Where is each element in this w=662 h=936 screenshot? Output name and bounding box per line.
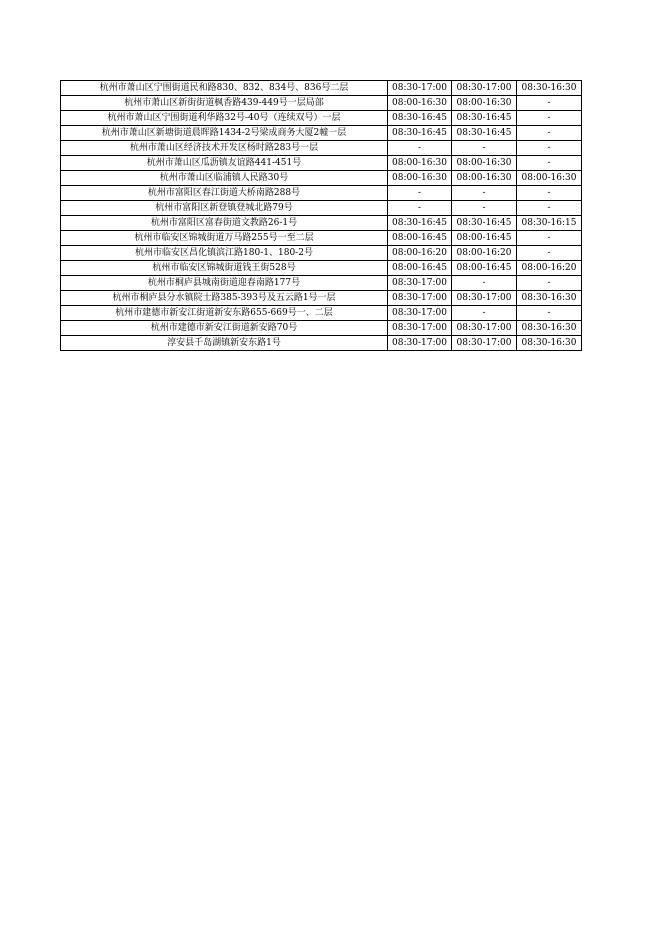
address-cell: 杭州市临安区昌化镇滨江路180-1、180-2号	[61, 246, 388, 261]
hours-cell-1: 08:00-16:45	[388, 231, 452, 246]
table-row	[61, 81, 582, 96]
table-row	[61, 276, 582, 291]
address-cell: 杭州市桐庐县分水镇院士路385-393号及五云路1号一层	[61, 291, 388, 306]
table-row	[61, 201, 582, 216]
address-cell: 杭州市富阳区新登镇登城北路79号	[61, 201, 388, 216]
hours-cell-3: -	[517, 231, 582, 246]
hours-cell-3: -	[517, 156, 582, 171]
hours-cell-3: 08:30-16:30	[517, 336, 582, 351]
hours-cell-1: 08:30-17:00	[388, 321, 452, 336]
hours-cell-3: -	[517, 276, 582, 291]
hours-cell-1: 08:30-17:00	[388, 276, 452, 291]
table-row	[61, 291, 582, 306]
table-row	[61, 96, 582, 111]
hours-cell-3: -	[517, 306, 582, 321]
table-row	[61, 141, 582, 156]
hours-cell-2: 08:00-16:45	[452, 231, 517, 246]
hours-cell-3: 08:00-16:30	[517, 171, 582, 186]
table-row	[61, 126, 582, 141]
hours-cell-1: -	[388, 186, 452, 201]
hours-cell-2: -	[452, 186, 517, 201]
address-cell: 杭州市萧山区宁围街道民和路830、832、834号、836号二层	[61, 81, 388, 96]
hours-cell-2: -	[452, 201, 517, 216]
address-cell: 杭州市萧山区宁围街道利华路32号-40号（连续双号）一层	[61, 111, 388, 126]
hours-cell-2: 08:30-17:00	[452, 336, 517, 351]
hours-cell-3: 08:30-16:30	[517, 291, 582, 306]
table-row	[61, 216, 582, 231]
hours-cell-3: -	[517, 126, 582, 141]
address-cell: 杭州市萧山区新塘街道晨晖路1434-2号梁成商务大厦2幢一层	[61, 126, 388, 141]
address-cell: 杭州市建德市新安江街道新安东路655-669号一、二层	[61, 306, 388, 321]
hours-cell-3: 08:30-16:30	[517, 81, 582, 96]
table-row	[61, 186, 582, 201]
address-cell: 淳安县千岛湖镇新安东路1号	[61, 336, 388, 351]
hours-cell-1: 08:30-16:45	[388, 126, 452, 141]
hours-cell-2: 08:00-16:30	[452, 171, 517, 186]
address-cell: 杭州市临安区锦城街道钱王街528号	[61, 261, 388, 276]
hours-cell-1: 08:00-16:30	[388, 156, 452, 171]
hours-cell-3: -	[517, 246, 582, 261]
address-cell: 杭州市萧山区新街街道枫香路439-449号一层局部	[61, 96, 388, 111]
hours-cell-1: 08:30-17:00	[388, 291, 452, 306]
table-row	[61, 156, 582, 171]
hours-cell-3: 08:30-16:15	[517, 216, 582, 231]
hours-cell-2: -	[452, 141, 517, 156]
hours-cell-1: 08:00-16:45	[388, 261, 452, 276]
hours-cell-3: 08:00-16:20	[517, 261, 582, 276]
hours-cell-3: -	[517, 201, 582, 216]
table-row	[61, 336, 582, 351]
address-cell: 杭州市富阳区春江街道大桥南路288号	[61, 186, 388, 201]
table-row	[61, 111, 582, 126]
address-cell: 杭州市萧山区临浦镇人民路30号	[61, 171, 388, 186]
address-cell: 杭州市建德市新安江街道新安路70号	[61, 321, 388, 336]
hours-table-body	[61, 81, 582, 351]
hours-cell-2: 08:00-16:45	[452, 261, 517, 276]
hours-cell-2: 08:30-16:45	[452, 126, 517, 141]
address-cell: 杭州市富阳区富春街道文教路26-1号	[61, 216, 388, 231]
hours-cell-2: 08:00-16:20	[452, 246, 517, 261]
hours-cell-3: -	[517, 186, 582, 201]
hours-cell-1: -	[388, 201, 452, 216]
hours-cell-2: -	[452, 276, 517, 291]
address-cell: 杭州市萧山区瓜沥镇友谊路441-451号	[61, 156, 388, 171]
hours-cell-2: 08:00-16:30	[452, 96, 517, 111]
table-row	[61, 321, 582, 336]
hours-cell-1: 08:30-17:00	[388, 306, 452, 321]
table-row	[61, 171, 582, 186]
table-row	[61, 246, 582, 261]
hours-table	[60, 80, 582, 351]
hours-cell-1: 08:30-16:45	[388, 216, 452, 231]
hours-cell-3: -	[517, 111, 582, 126]
hours-cell-2: 08:30-17:00	[452, 291, 517, 306]
hours-cell-2: 08:30-16:45	[452, 111, 517, 126]
hours-cell-1: -	[388, 141, 452, 156]
hours-cell-1: 08:30-17:00	[388, 336, 452, 351]
hours-cell-3: -	[517, 141, 582, 156]
hours-cell-2: -	[452, 306, 517, 321]
hours-cell-1: 08:00-16:30	[388, 96, 452, 111]
table-row	[61, 231, 582, 246]
hours-cell-2: 08:30-17:00	[452, 81, 517, 96]
address-cell: 杭州市临安区锦城街道万马路255号一至二层	[61, 231, 388, 246]
hours-cell-3: -	[517, 96, 582, 111]
table-row	[61, 261, 582, 276]
address-cell: 杭州市萧山区经济技术开发区杨时路283号一层	[61, 141, 388, 156]
hours-cell-1: 08:30-17:00	[388, 81, 452, 96]
hours-cell-2: 08:30-17:00	[452, 321, 517, 336]
hours-cell-2: 08:00-16:30	[452, 156, 517, 171]
hours-cell-1: 08:00-16:20	[388, 246, 452, 261]
hours-cell-1: 08:30-16:45	[388, 111, 452, 126]
hours-cell-2: 08:30-16:45	[452, 216, 517, 231]
hours-cell-1: 08:00-16:30	[388, 171, 452, 186]
hours-cell-3: 08:30-16:30	[517, 321, 582, 336]
table-row	[61, 306, 582, 321]
address-cell: 杭州市桐庐县城南街道迎春南路177号	[61, 276, 388, 291]
